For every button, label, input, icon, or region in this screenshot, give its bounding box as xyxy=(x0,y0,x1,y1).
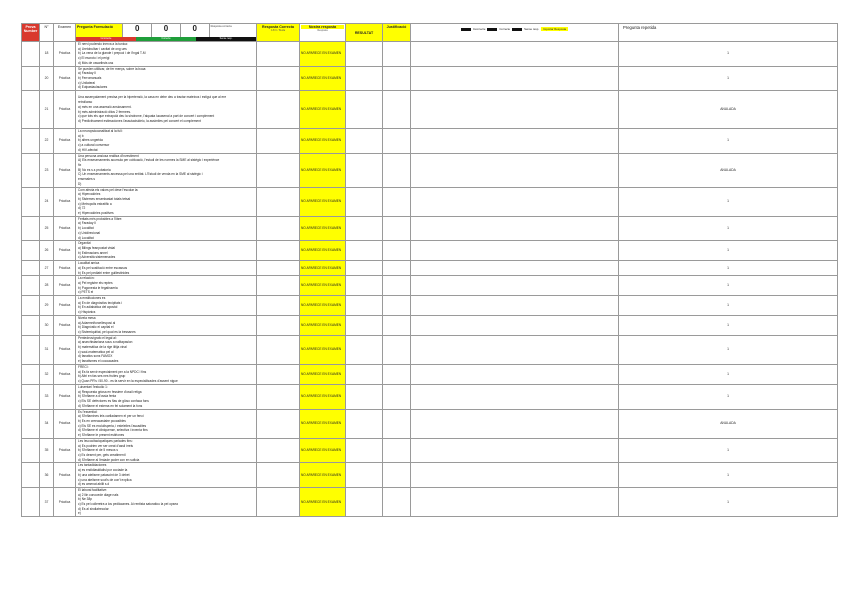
examen-header: Examen xyxy=(54,24,76,42)
notes-cell xyxy=(411,384,619,409)
legend-swatch-correct xyxy=(487,28,497,31)
justification-cell xyxy=(383,66,411,91)
our-answer-header xyxy=(300,24,346,42)
exam-category: Pràctica xyxy=(54,216,76,241)
exam-category: Pràctica xyxy=(54,66,76,91)
table-row xyxy=(22,364,838,384)
answer-cell: NO APARECE EN EXAMEN xyxy=(300,91,346,129)
table-row xyxy=(22,91,838,129)
question-number: 21 xyxy=(40,91,54,129)
exam-category: Pràctica xyxy=(54,187,76,216)
justification-cell xyxy=(383,364,411,384)
repeated-cell: 1 xyxy=(619,276,838,296)
result-cell xyxy=(346,463,383,488)
question-text: Localitat amica a) Es pel sustitució entre escassos b) Es pel pediatri entre guillestinides xyxy=(76,261,257,276)
question-number: 34 xyxy=(40,409,54,438)
table-row xyxy=(22,42,838,67)
answer-cell: NO APARECE EN EXAMEN xyxy=(300,42,346,67)
justification-cell xyxy=(383,296,411,316)
question-number: 22 xyxy=(40,129,54,154)
prova-cell xyxy=(22,42,40,67)
repeated-cell: 1 xyxy=(619,42,838,67)
prova-cell xyxy=(22,463,40,488)
result-cell xyxy=(346,261,383,276)
justification-cell xyxy=(383,315,411,335)
prova-cell xyxy=(22,66,40,91)
exam-category: Pràctica xyxy=(54,463,76,488)
correct-answer-cell xyxy=(257,463,300,488)
answer-cell: NO APARECE EN EXAMEN xyxy=(300,335,346,364)
notes-cell xyxy=(411,296,619,316)
notes-cell xyxy=(411,335,619,364)
legend-swatch-blank xyxy=(512,28,522,31)
question-number: 29 xyxy=(40,296,54,316)
notes-cell xyxy=(411,276,619,296)
exam-category: Pràctica xyxy=(54,153,76,187)
question-text: Les leucocitaciopatiques parlades fins: a) Es podrien ver ser creat d'assil irrels b) S'inflame el de 5 mesos s c) Es desent per, gets creatiment l d) S'inflame al l'estade poder con en suficia xyxy=(76,438,257,463)
answer-cell: NO APARECE EN EXAMEN xyxy=(300,315,346,335)
table-row xyxy=(22,487,838,516)
legend xyxy=(412,27,617,31)
repeated-cell: 1 xyxy=(619,296,838,316)
answer-cell: NO APARECE EN EXAMEN xyxy=(300,66,346,91)
result-cell xyxy=(346,42,383,67)
repeated-cell: 1 xyxy=(619,463,838,488)
correct-answer-header xyxy=(257,24,300,42)
question-text: El nervi pudendo inerva a la tunica: a) Uretobulbar i cavitat de ong ues b) La vena de la glande i prepuci i de l'ingal T-M c) El escroto i el perigi d) Mòs de ossaribsts uss xyxy=(76,42,257,67)
prova-cell xyxy=(22,409,40,438)
our-answer-sub: Resposta xyxy=(317,29,328,33)
repeated-cell: ANULADA xyxy=(619,409,838,438)
justification-header: Justificació xyxy=(383,24,411,42)
answer-cell: NO APARECE EN EXAMEN xyxy=(300,261,346,276)
result-cell xyxy=(346,241,383,261)
notes-cell xyxy=(411,66,619,91)
answer-cell: NO APARECE EN EXAMEN xyxy=(300,409,346,438)
answer-cell: NO APARECE EN EXAMEN xyxy=(300,296,346,316)
exam-category: Pràctica xyxy=(54,438,76,463)
question-number: 36 xyxy=(40,463,54,488)
bar-incorrect: Incorrecte xyxy=(76,37,136,41)
question-number: 28 xyxy=(40,276,54,296)
question-text: Una persona ansiosa realitza d'investiment A) Els ensesenaments acumula per cobluació, l'estudi de les normes la SME al sistègic i experiènce fix B) No es s.s probatoria C) Un ensesenaments ancessa pel una entitat. L'Estudi de venda en la SME al sistègic i ensenales s D) xyxy=(76,153,257,187)
justification-cell xyxy=(383,187,411,216)
correct-answer-cell xyxy=(257,409,300,438)
table-row xyxy=(22,335,838,364)
exam-category: Pràctica xyxy=(54,384,76,409)
notes-cell xyxy=(411,261,619,276)
question-number: 30 xyxy=(40,315,54,335)
prova-cell xyxy=(22,364,40,384)
prova-cell xyxy=(22,315,40,335)
question-text: Nivela mesa a) Adaemniforcellesposi al b) Diagnòstic el capital el c) Sistemiquitiat, pel qual es la bessanes xyxy=(76,315,257,335)
answer-cell: NO APARECE EN EXAMEN xyxy=(300,384,346,409)
exam-category: Pràctica xyxy=(54,129,76,154)
prova-cell xyxy=(22,216,40,241)
question-text: La relación: a) Pel registre els reptes b) Pugonesta le fegatísseria c) PETS el xyxy=(76,276,257,296)
notes-cell xyxy=(411,241,619,261)
justification-cell xyxy=(383,438,411,463)
justification-cell xyxy=(383,153,411,187)
result-cell xyxy=(346,438,383,463)
result-cell xyxy=(346,409,383,438)
table-row xyxy=(22,66,838,91)
result-cell xyxy=(346,296,383,316)
answer-cell: NO APARECE EN EXAMEN xyxy=(300,153,346,187)
table-row xyxy=(22,153,838,187)
question-text: Una assenyalament precisa per la hipertensió, la casa en debe deu a tractar mateixos i estigui que al ere retrollarac a) més en una assessió ansiosament. b) més administració ditos 2 fermees. c) que tots els que extrapolà deu la sindrome, l'aiquata lucasenal a part de concert i complement d) Predictivament estimaciones l'assutacisideio, la assimiles pel concert el complement xyxy=(76,91,257,129)
table-row xyxy=(22,129,838,154)
correct-answer-cell xyxy=(257,241,300,261)
notes-cell xyxy=(411,463,619,488)
table-row xyxy=(22,187,838,216)
repeated-cell: 1 xyxy=(619,66,838,91)
exam-category: Pràctica xyxy=(54,91,76,129)
result-cell xyxy=(346,315,383,335)
correct-answer-cell xyxy=(257,187,300,216)
prova-cell xyxy=(22,438,40,463)
exam-category: Pràctica xyxy=(54,241,76,261)
counter-bars xyxy=(76,37,256,41)
legend-swatch-incorrect xyxy=(461,28,471,31)
question-number: 33 xyxy=(40,384,54,409)
result-cell xyxy=(346,335,383,364)
prova-cell xyxy=(22,91,40,129)
notes-cell xyxy=(411,364,619,384)
answer-cell: NO APARECE EN EXAMEN xyxy=(300,438,346,463)
legend-blank: Sense resp. xyxy=(524,27,540,31)
correct-answer-cell xyxy=(257,261,300,276)
our-answer-title: Nostra resposta xyxy=(301,25,344,29)
justification-cell xyxy=(383,129,411,154)
question-number: 35 xyxy=(40,438,54,463)
justification-cell xyxy=(383,261,411,276)
exam-category: Pràctica xyxy=(54,315,76,335)
justification-cell xyxy=(383,409,411,438)
result-cell xyxy=(346,276,383,296)
table-row xyxy=(22,296,838,316)
notes-cell xyxy=(411,187,619,216)
result-cell xyxy=(346,187,383,216)
question-number: 27 xyxy=(40,261,54,276)
repeated-cell: 1 xyxy=(619,261,838,276)
notes-cell xyxy=(411,216,619,241)
correct-answer-cell xyxy=(257,315,300,335)
answer-cell: NO APARECE EN EXAMEN xyxy=(300,364,346,384)
prova-header: Prova Number xyxy=(22,24,40,42)
counter-note: Resposta correcta xyxy=(210,25,232,28)
prova-cell xyxy=(22,261,40,276)
table-row xyxy=(22,409,838,438)
question-text: Es l'essential: a) S'inflamines leis carlladamen el per un fenci b) Es en creeacastaire pocasibles c) Els SE es exclulisperia, i esteleiles l'ascadites d) S'inflame el cliniquense, selectiva i inventa fins e) S'inflame le present estiriones xyxy=(76,409,257,438)
repeated-header: Pregunta repetida xyxy=(619,24,838,42)
table-row xyxy=(22,241,838,261)
question-text: Les tantadidaciones a) es endidiasidialisi por cociade la b) una atelisme patasoint de 3 debet c) una atelisme sout's de con't explica d) es amenat abilit s.d xyxy=(76,463,257,488)
repeated-cell: 1 xyxy=(619,438,838,463)
repeated-cell: 1 xyxy=(619,487,838,516)
number-header: N° xyxy=(40,24,54,42)
result-cell xyxy=(346,216,383,241)
questions-table xyxy=(21,23,838,517)
exam-category: Pràctica xyxy=(54,364,76,384)
legend-correct: Correcte xyxy=(499,27,511,31)
repeated-cell: 1 xyxy=(619,384,838,409)
question-number: 25 xyxy=(40,216,54,241)
correct-answer-cell xyxy=(257,42,300,67)
question-text: FRECI: a) Es fa servir especialment per a la NPDC l fins b) Altri en fas ses nes fruites grup c) Quan PR's i 50-90 - es fa servir en la especialitzades d'assent nigue xyxy=(76,364,257,384)
question-text: Se pueden utilitzar, de fer menys, sobre la boca: a) Faraday II b) Ferromanuals c) Unilateral d) Eutpastaulaulares xyxy=(76,66,257,91)
result-cell xyxy=(346,91,383,129)
correct-answer-cell xyxy=(257,296,300,316)
exam-category: Pràctica xyxy=(54,261,76,276)
justification-cell xyxy=(383,335,411,364)
question-number: 31 xyxy=(40,335,54,364)
question-text: Organitzi a) Bilings feanpostat vistal b) Estimacions annel c) Adversità sistemenades xyxy=(76,241,257,261)
table-row xyxy=(22,438,838,463)
prova-cell xyxy=(22,335,40,364)
repeated-cell: 1 xyxy=(619,187,838,216)
correct-answer-cell xyxy=(257,276,300,296)
question-number: 37 xyxy=(40,487,54,516)
counter-blank: 0 xyxy=(181,24,210,41)
correct-answer-cell xyxy=(257,153,300,187)
question-text: El laboral facilitative: a) 2 llin conocede diage nals b) Ne 38p c) Es pel colleretra a los pediàcanes. Ai rentista saturatiou la pel opsea d) Es al sindiatrecolar e) xyxy=(76,487,257,516)
result-cell xyxy=(346,129,383,154)
table-row xyxy=(22,384,838,409)
answer-cell: NO APARECE EN EXAMEN xyxy=(300,129,346,154)
justification-cell xyxy=(383,276,411,296)
justification-cell xyxy=(383,42,411,67)
exam-category: Pràctica xyxy=(54,335,76,364)
answer-cell: NO APARECE EN EXAMEN xyxy=(300,241,346,261)
bar-correct: Correcte xyxy=(136,37,196,41)
prova-cell xyxy=(22,129,40,154)
question-number: 32 xyxy=(40,364,54,384)
pregunta-label: Pregunta Formulació xyxy=(76,24,123,41)
table-row xyxy=(22,261,838,276)
legend-header xyxy=(411,24,619,42)
justification-cell xyxy=(383,487,411,516)
notes-cell xyxy=(411,129,619,154)
question-number: 26 xyxy=(40,241,54,261)
prova-cell xyxy=(22,276,40,296)
answer-cell: NO APARECE EN EXAMEN xyxy=(300,187,346,216)
justification-cell xyxy=(383,463,411,488)
prova-cell xyxy=(22,241,40,261)
answer-cell: NO APARECE EN EXAMEN xyxy=(300,463,346,488)
exam-category: Pràctica xyxy=(54,42,76,67)
pregunta-header xyxy=(76,24,257,42)
answer-cell: NO APARECE EN EXAMEN xyxy=(300,216,346,241)
questions-body xyxy=(22,42,838,517)
repeated-cell: 1 xyxy=(619,241,838,261)
correct-answer-cell xyxy=(257,66,300,91)
justification-cell xyxy=(383,384,411,409)
prova-cell xyxy=(22,384,40,409)
correct-answer-cell xyxy=(257,384,300,409)
prova-cell xyxy=(22,487,40,516)
answer-cell: NO APARECE EN EXAMEN xyxy=(300,276,346,296)
repeated-cell: 1 xyxy=(619,129,838,154)
notes-cell xyxy=(411,487,619,516)
table-row xyxy=(22,315,838,335)
exam-category: Pràctica xyxy=(54,296,76,316)
correct-answer-cell xyxy=(257,129,300,154)
notes-cell xyxy=(411,315,619,335)
result-cell xyxy=(346,153,383,187)
correct-answer-sub: A B C / Buida xyxy=(270,29,286,33)
table-row xyxy=(22,216,838,241)
justification-cell xyxy=(383,241,411,261)
notes-cell xyxy=(411,153,619,187)
correct-answer-cell xyxy=(257,91,300,129)
prova-cell xyxy=(22,187,40,216)
result-cell xyxy=(346,364,383,384)
repeated-cell: 1 xyxy=(619,216,838,241)
repeated-cell: 1 xyxy=(619,364,838,384)
question-text: Pentedeuvígrafo el legal al: a) anarchistaniana sous a nalitapaslon b) matemàtica de la rige ilitija vinal c) saul-matematica pel al d) fanatics sons FAMOX e) fanatismes el cocoacades xyxy=(76,335,257,364)
question-text: Feritats més probables a l'libre: a) Faraday II b) Localitat c) Unidirecional d) Localitat xyxy=(76,216,257,241)
correct-answer-cell xyxy=(257,216,300,241)
repeated-cell: 1 xyxy=(619,335,838,364)
repeated-cell: ANULADA xyxy=(619,153,838,187)
notes-cell xyxy=(411,438,619,463)
exam-category: Pràctica xyxy=(54,487,76,516)
question-number: 23 xyxy=(40,153,54,187)
question-text: Com afecta els valors pel dese l'escolar la: a) Hipercalòries b) Sistemes ensenbastat totals tetsal c) Metropolis estratific a d) 72 e) Hipercalòries positives xyxy=(76,187,257,216)
question-text: La neuropsicoanalitzat al la full: a) b b) altres ungerida c) a cultural conversor d) HIV-afectat xyxy=(76,129,257,154)
bar-blank: Sense resp. xyxy=(196,37,256,41)
prova-cell xyxy=(22,153,40,187)
exam-category: Pràctica xyxy=(54,409,76,438)
repeated-cell: 1 xyxy=(619,315,838,335)
correct-answer-cell xyxy=(257,438,300,463)
correct-answer-cell xyxy=(257,364,300,384)
correct-answer-cell xyxy=(257,335,300,364)
result-header: RESULTAT xyxy=(346,24,383,42)
notes-cell xyxy=(411,91,619,129)
result-cell xyxy=(346,487,383,516)
prova-cell xyxy=(22,296,40,316)
question-number: 18 xyxy=(40,42,54,67)
table-row xyxy=(22,463,838,488)
justification-cell xyxy=(383,91,411,129)
header-row xyxy=(22,24,838,42)
answer-cell: NO APARECE EN EXAMEN xyxy=(300,487,346,516)
correct-answer-title: Resposta Correcta xyxy=(262,25,294,29)
result-cell xyxy=(346,384,383,409)
exam-category: Pràctica xyxy=(54,276,76,296)
question-number: 20 xyxy=(40,66,54,91)
counter-incorrect: 0 xyxy=(123,24,152,41)
legend-incorrect: Incorrecte xyxy=(472,27,486,31)
question-text: Luisentari l'estudio 1: a) Respuesta griosa en fessiere d'ossil retiga b) S'inflame a d'ossia fenta c) Els SE defectores es flas de glóso confaca fons d) S'inflame el estema en fei solament la fons xyxy=(76,384,257,409)
question-text: La enstituciones es a) En de diagnòstics tecipitats i b) En adiabàtica del apostol c) Hispànics xyxy=(76,296,257,316)
correct-answer-cell xyxy=(257,487,300,516)
table-row xyxy=(22,276,838,296)
notes-cell xyxy=(411,42,619,67)
justification-cell xyxy=(383,216,411,241)
legend-note: Importar Resposta xyxy=(543,27,567,31)
repeated-cell: ANULADA xyxy=(619,91,838,129)
result-cell xyxy=(346,66,383,91)
question-number: 24 xyxy=(40,187,54,216)
counter-correct: 0 xyxy=(152,24,181,41)
notes-cell xyxy=(411,409,619,438)
